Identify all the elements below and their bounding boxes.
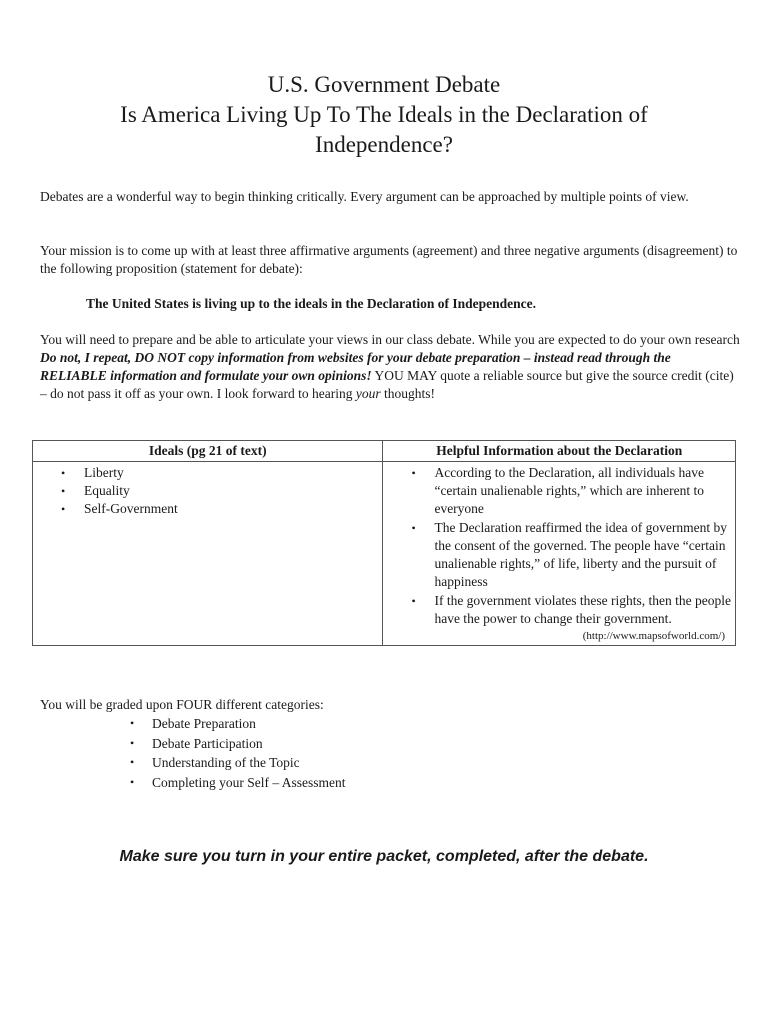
list-item (112, 734, 346, 754)
title-line-3: Independence? (315, 132, 453, 157)
title-line-1: U.S. Government Debate (267, 72, 501, 97)
ideal-self-government: Self-Government (84, 501, 178, 516)
prep-text-1: You will need to prepare and be able to articulate your views in our class debate. While you are expected to do your own research (40, 332, 740, 347)
bullet-icon: • (411, 521, 416, 535)
bullet-icon: • (411, 466, 416, 480)
category-label: Completing your Self – Assessment (152, 774, 346, 790)
info-item-2: The Declaration reaffirmed the idea of government by the consent of the governed. The people have “certain unalienable rights,” of life, liberty and the pursuit of happiness (434, 520, 727, 589)
bullet-icon: • (61, 484, 66, 498)
category-label: Understanding of the Topic (152, 755, 300, 770)
info-list (387, 464, 731, 628)
list-item (37, 500, 378, 518)
closing-reminder: Make sure you turn in your entire packet, completed, after the debate. (119, 848, 649, 865)
info-item-1: According to the Declaration, all individuals have “certain unalienable rights,” which are inherent to everyone (434, 465, 704, 516)
info-cell (383, 462, 736, 646)
ideal-liberty: Liberty (84, 465, 124, 480)
list-item (387, 592, 731, 628)
table-row (33, 462, 736, 646)
list-item (112, 773, 346, 793)
list-item (112, 753, 346, 773)
ideal-equality: Equality (84, 483, 130, 498)
mission-paragraph: Your mission is to come up with at least three affirmative arguments (agreement) and three negative arguments (disagreement) to the following proposition (statement for debate): (40, 243, 738, 276)
bullet-icon: • (130, 735, 135, 750)
table-header-row (33, 441, 736, 462)
list-item (387, 519, 731, 591)
bullet-icon: • (130, 755, 135, 769)
page-title (40, 70, 728, 160)
bullet-icon: • (411, 594, 416, 608)
prep-text-2: YOU MAY quote a reliable source but give the source credit (cite) – do not pass it off as your own. I look forward to hearing (40, 368, 734, 401)
category-label: Debate Participation (152, 735, 263, 751)
grading-categories-list (112, 714, 346, 792)
intro-paragraph: Debates are a wonderful way to begin thinking critically. Every argument can be approached by multiple points of view. (40, 189, 689, 204)
list-item (112, 714, 346, 734)
ideals-table (32, 440, 736, 646)
header-ideals: Ideals (pg 21 of text) (33, 441, 383, 462)
source-citation: (http://www.mapsofworld.com/) (582, 630, 725, 642)
list-item (37, 464, 378, 482)
grading-intro: You will be graded upon FOUR different categories: (40, 697, 324, 712)
title-line-2: Is America Living Up To The Ideals in the Declaration of (120, 102, 648, 127)
header-helpful-info: Helpful Information about the Declaration (383, 441, 736, 462)
prep-text-3: thoughts! (380, 386, 435, 401)
bullet-icon: • (130, 716, 135, 730)
proposition-statement: The United States is living up to the ideals in the Declaration of Independence. (86, 296, 537, 311)
prep-warning: Do not, I repeat, DO NOT copy information from websites for your debate preparation – instead read through the RELIABLE information and formulate your own opinions! (40, 350, 671, 383)
list-item (387, 464, 731, 518)
info-item-3: If the government violates these rights, then the people have the power to change their government. (434, 593, 731, 626)
list-item (37, 482, 378, 500)
category-label: Debate Preparation (152, 716, 256, 731)
bullet-icon: • (61, 502, 66, 516)
preparation-paragraph (40, 331, 740, 403)
ideals-list (37, 464, 378, 518)
bullet-icon: • (61, 466, 66, 480)
ideals-cell (33, 462, 383, 646)
bullet-icon: • (130, 774, 135, 789)
prep-emphasis: your (355, 386, 381, 401)
